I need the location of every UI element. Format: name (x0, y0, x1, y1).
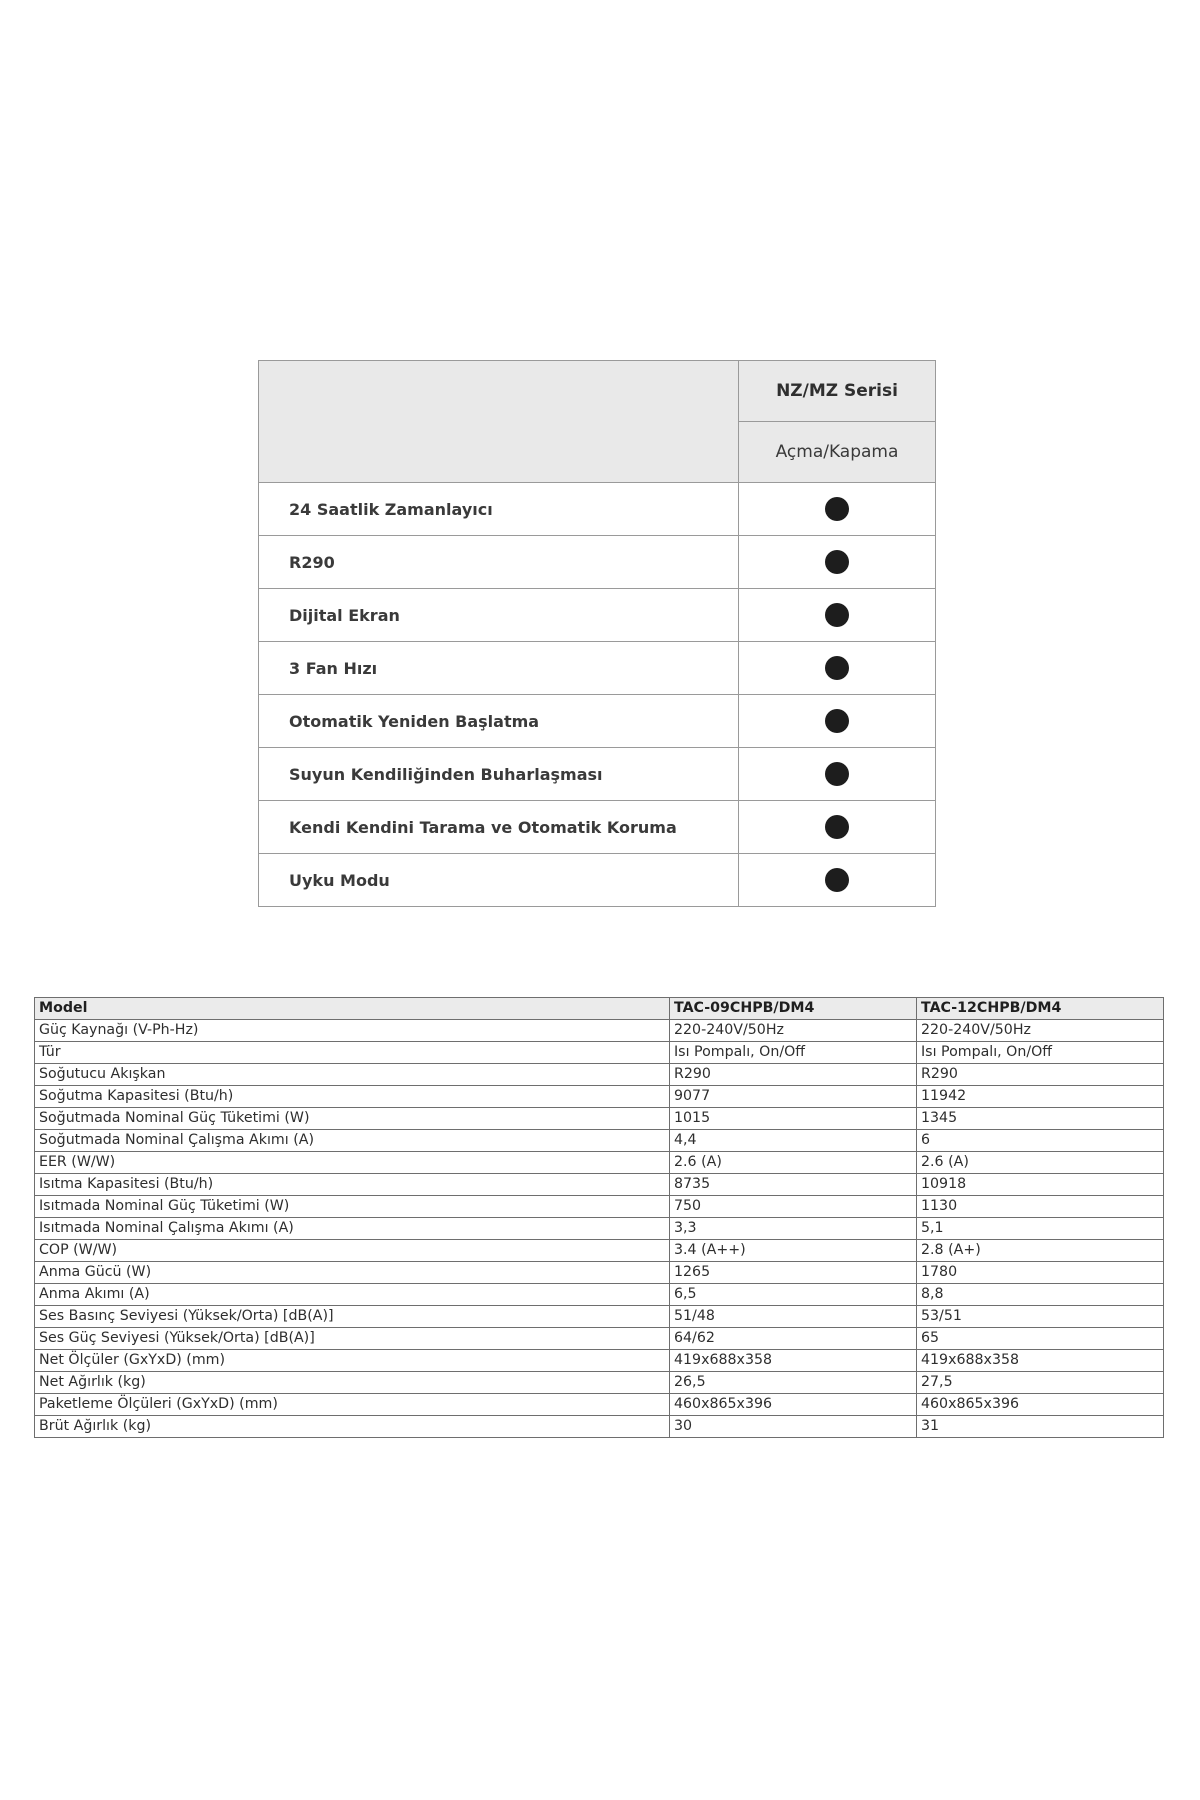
spec-row (35, 1042, 1164, 1064)
spec-name: Ses Güç Seviyesi (Yüksek/Orta) [dB(A)] (35, 1328, 670, 1350)
spec-value-model-a: 1015 (670, 1108, 917, 1130)
spec-value-model-b: Isı Pompalı, On/Off (917, 1042, 1164, 1064)
feature-label: Dijital Ekran (259, 589, 739, 642)
spec-value-model-b: 31 (917, 1416, 1164, 1438)
spec-value-model-b: 27,5 (917, 1372, 1164, 1394)
spec-name: Anma Gücü (W) (35, 1262, 670, 1284)
spec-name: EER (W/W) (35, 1152, 670, 1174)
spec-value-model-b: 11942 (917, 1086, 1164, 1108)
features-header-empty (259, 361, 739, 483)
spec-name: Paketleme Ölçüleri (GxYxD) (mm) (35, 1394, 670, 1416)
spec-value-model-b: 1345 (917, 1108, 1164, 1130)
spec-name: Brüt Ağırlık (kg) (35, 1416, 670, 1438)
spec-name: Isıtmada Nominal Güç Tüketimi (W) (35, 1196, 670, 1218)
spec-value-model-a: 220-240V/50Hz (670, 1020, 917, 1042)
feature-label: 3 Fan Hızı (259, 642, 739, 695)
spec-name: Net Ölçüler (GxYxD) (mm) (35, 1350, 670, 1372)
spec-name: Ses Basınç Seviyesi (Yüksek/Orta) [dB(A)] (35, 1306, 670, 1328)
feature-label: R290 (259, 536, 739, 589)
spec-name: COP (W/W) (35, 1240, 670, 1262)
spec-value-model-b: 53/51 (917, 1306, 1164, 1328)
feature-mark-cell (739, 483, 936, 536)
feature-row (259, 589, 936, 642)
feature-label: Suyun Kendiliğinden Buharlaşması (259, 748, 739, 801)
feature-row (259, 642, 936, 695)
spec-row (35, 1086, 1164, 1108)
specs-header-model: Model (35, 998, 670, 1020)
specs-body (35, 1020, 1164, 1438)
spec-value-model-b: 10918 (917, 1174, 1164, 1196)
spec-name: Net Ağırlık (kg) (35, 1372, 670, 1394)
spec-value-model-a: 6,5 (670, 1284, 917, 1306)
specs-header-model-b: TAC-12CHPB/DM4 (917, 998, 1164, 1020)
spec-value-model-a: 1265 (670, 1262, 917, 1284)
spec-value-model-a: 4,4 (670, 1130, 917, 1152)
spec-row (35, 1350, 1164, 1372)
spec-row (35, 1020, 1164, 1042)
spec-row (35, 1108, 1164, 1130)
feature-row (259, 536, 936, 589)
feature-row (259, 801, 936, 854)
feature-mark-cell (739, 536, 936, 589)
spec-row (35, 1262, 1164, 1284)
spec-row (35, 1174, 1164, 1196)
feature-mark-cell (739, 589, 936, 642)
spec-row (35, 1284, 1164, 1306)
feature-mark-cell (739, 748, 936, 801)
spec-row (35, 1328, 1164, 1350)
spec-value-model-b: 419x688x358 (917, 1350, 1164, 1372)
feature-row (259, 854, 936, 907)
spec-row (35, 1196, 1164, 1218)
spec-value-model-a: Isı Pompalı, On/Off (670, 1042, 917, 1064)
spec-value-model-a: 460x865x396 (670, 1394, 917, 1416)
feature-row (259, 748, 936, 801)
specs-table (34, 997, 1164, 1438)
spec-value-model-b: 6 (917, 1130, 1164, 1152)
spec-row (35, 1218, 1164, 1240)
spec-value-model-b: R290 (917, 1064, 1164, 1086)
spec-name: Isıtma Kapasitesi (Btu/h) (35, 1174, 670, 1196)
spec-value-model-a: 30 (670, 1416, 917, 1438)
feature-mark-cell (739, 801, 936, 854)
spec-value-model-b: 220-240V/50Hz (917, 1020, 1164, 1042)
features-body (259, 483, 936, 907)
spec-row (35, 1394, 1164, 1416)
spec-value-model-b: 5,1 (917, 1218, 1164, 1240)
filled-circle-icon (825, 550, 849, 574)
spec-value-model-b: 2.8 (A+) (917, 1240, 1164, 1262)
spec-value-model-b: 460x865x396 (917, 1394, 1164, 1416)
spec-value-model-a: 2.6 (A) (670, 1152, 917, 1174)
spec-name: Güç Kaynağı (V-Ph-Hz) (35, 1020, 670, 1042)
spec-name: Tür (35, 1042, 670, 1064)
feature-row (259, 483, 936, 536)
spec-value-model-a: 3.4 (A++) (670, 1240, 917, 1262)
spec-value-model-b: 8,8 (917, 1284, 1164, 1306)
filled-circle-icon (825, 868, 849, 892)
spec-value-model-b: 65 (917, 1328, 1164, 1350)
spec-name: Soğutmada Nominal Çalışma Akımı (A) (35, 1130, 670, 1152)
spec-value-model-b: 2.6 (A) (917, 1152, 1164, 1174)
feature-label: Otomatik Yeniden Başlatma (259, 695, 739, 748)
spec-name: Soğutucu Akışkan (35, 1064, 670, 1086)
filled-circle-icon (825, 709, 849, 733)
spec-name: Soğutmada Nominal Güç Tüketimi (W) (35, 1108, 670, 1130)
spec-row (35, 1416, 1164, 1438)
spec-row (35, 1240, 1164, 1262)
feature-mark-cell (739, 642, 936, 695)
spec-value-model-b: 1130 (917, 1196, 1164, 1218)
spec-name: Anma Akımı (A) (35, 1284, 670, 1306)
spec-value-model-a: 419x688x358 (670, 1350, 917, 1372)
spec-name: Isıtmada Nominal Çalışma Akımı (A) (35, 1218, 670, 1240)
features-table (258, 360, 936, 907)
spec-value-model-a: 3,3 (670, 1218, 917, 1240)
spec-name: Soğutma Kapasitesi (Btu/h) (35, 1086, 670, 1108)
filled-circle-icon (825, 762, 849, 786)
feature-mark-cell (739, 854, 936, 907)
spec-value-model-a: 64/62 (670, 1328, 917, 1350)
specs-header-model-a: TAC-09CHPB/DM4 (670, 998, 917, 1020)
feature-mark-cell (739, 695, 936, 748)
spec-value-model-a: 26,5 (670, 1372, 917, 1394)
spec-value-model-a: R290 (670, 1064, 917, 1086)
series-header: NZ/MZ Serisi (739, 361, 936, 422)
filled-circle-icon (825, 497, 849, 521)
feature-label: 24 Saatlik Zamanlayıcı (259, 483, 739, 536)
filled-circle-icon (825, 603, 849, 627)
spec-row (35, 1152, 1164, 1174)
feature-label: Uyku Modu (259, 854, 739, 907)
spec-value-model-b: 1780 (917, 1262, 1164, 1284)
filled-circle-icon (825, 656, 849, 680)
filled-circle-icon (825, 815, 849, 839)
spec-value-model-a: 51/48 (670, 1306, 917, 1328)
spec-row (35, 1064, 1164, 1086)
specs-header-row (35, 998, 1164, 1020)
spec-value-model-a: 9077 (670, 1086, 917, 1108)
spec-row (35, 1130, 1164, 1152)
mode-header: Açma/Kapama (739, 422, 936, 483)
spec-value-model-a: 8735 (670, 1174, 917, 1196)
spec-row (35, 1306, 1164, 1328)
spec-value-model-a: 750 (670, 1196, 917, 1218)
spec-row (35, 1372, 1164, 1394)
feature-row (259, 695, 936, 748)
feature-label: Kendi Kendini Tarama ve Otomatik Koruma (259, 801, 739, 854)
